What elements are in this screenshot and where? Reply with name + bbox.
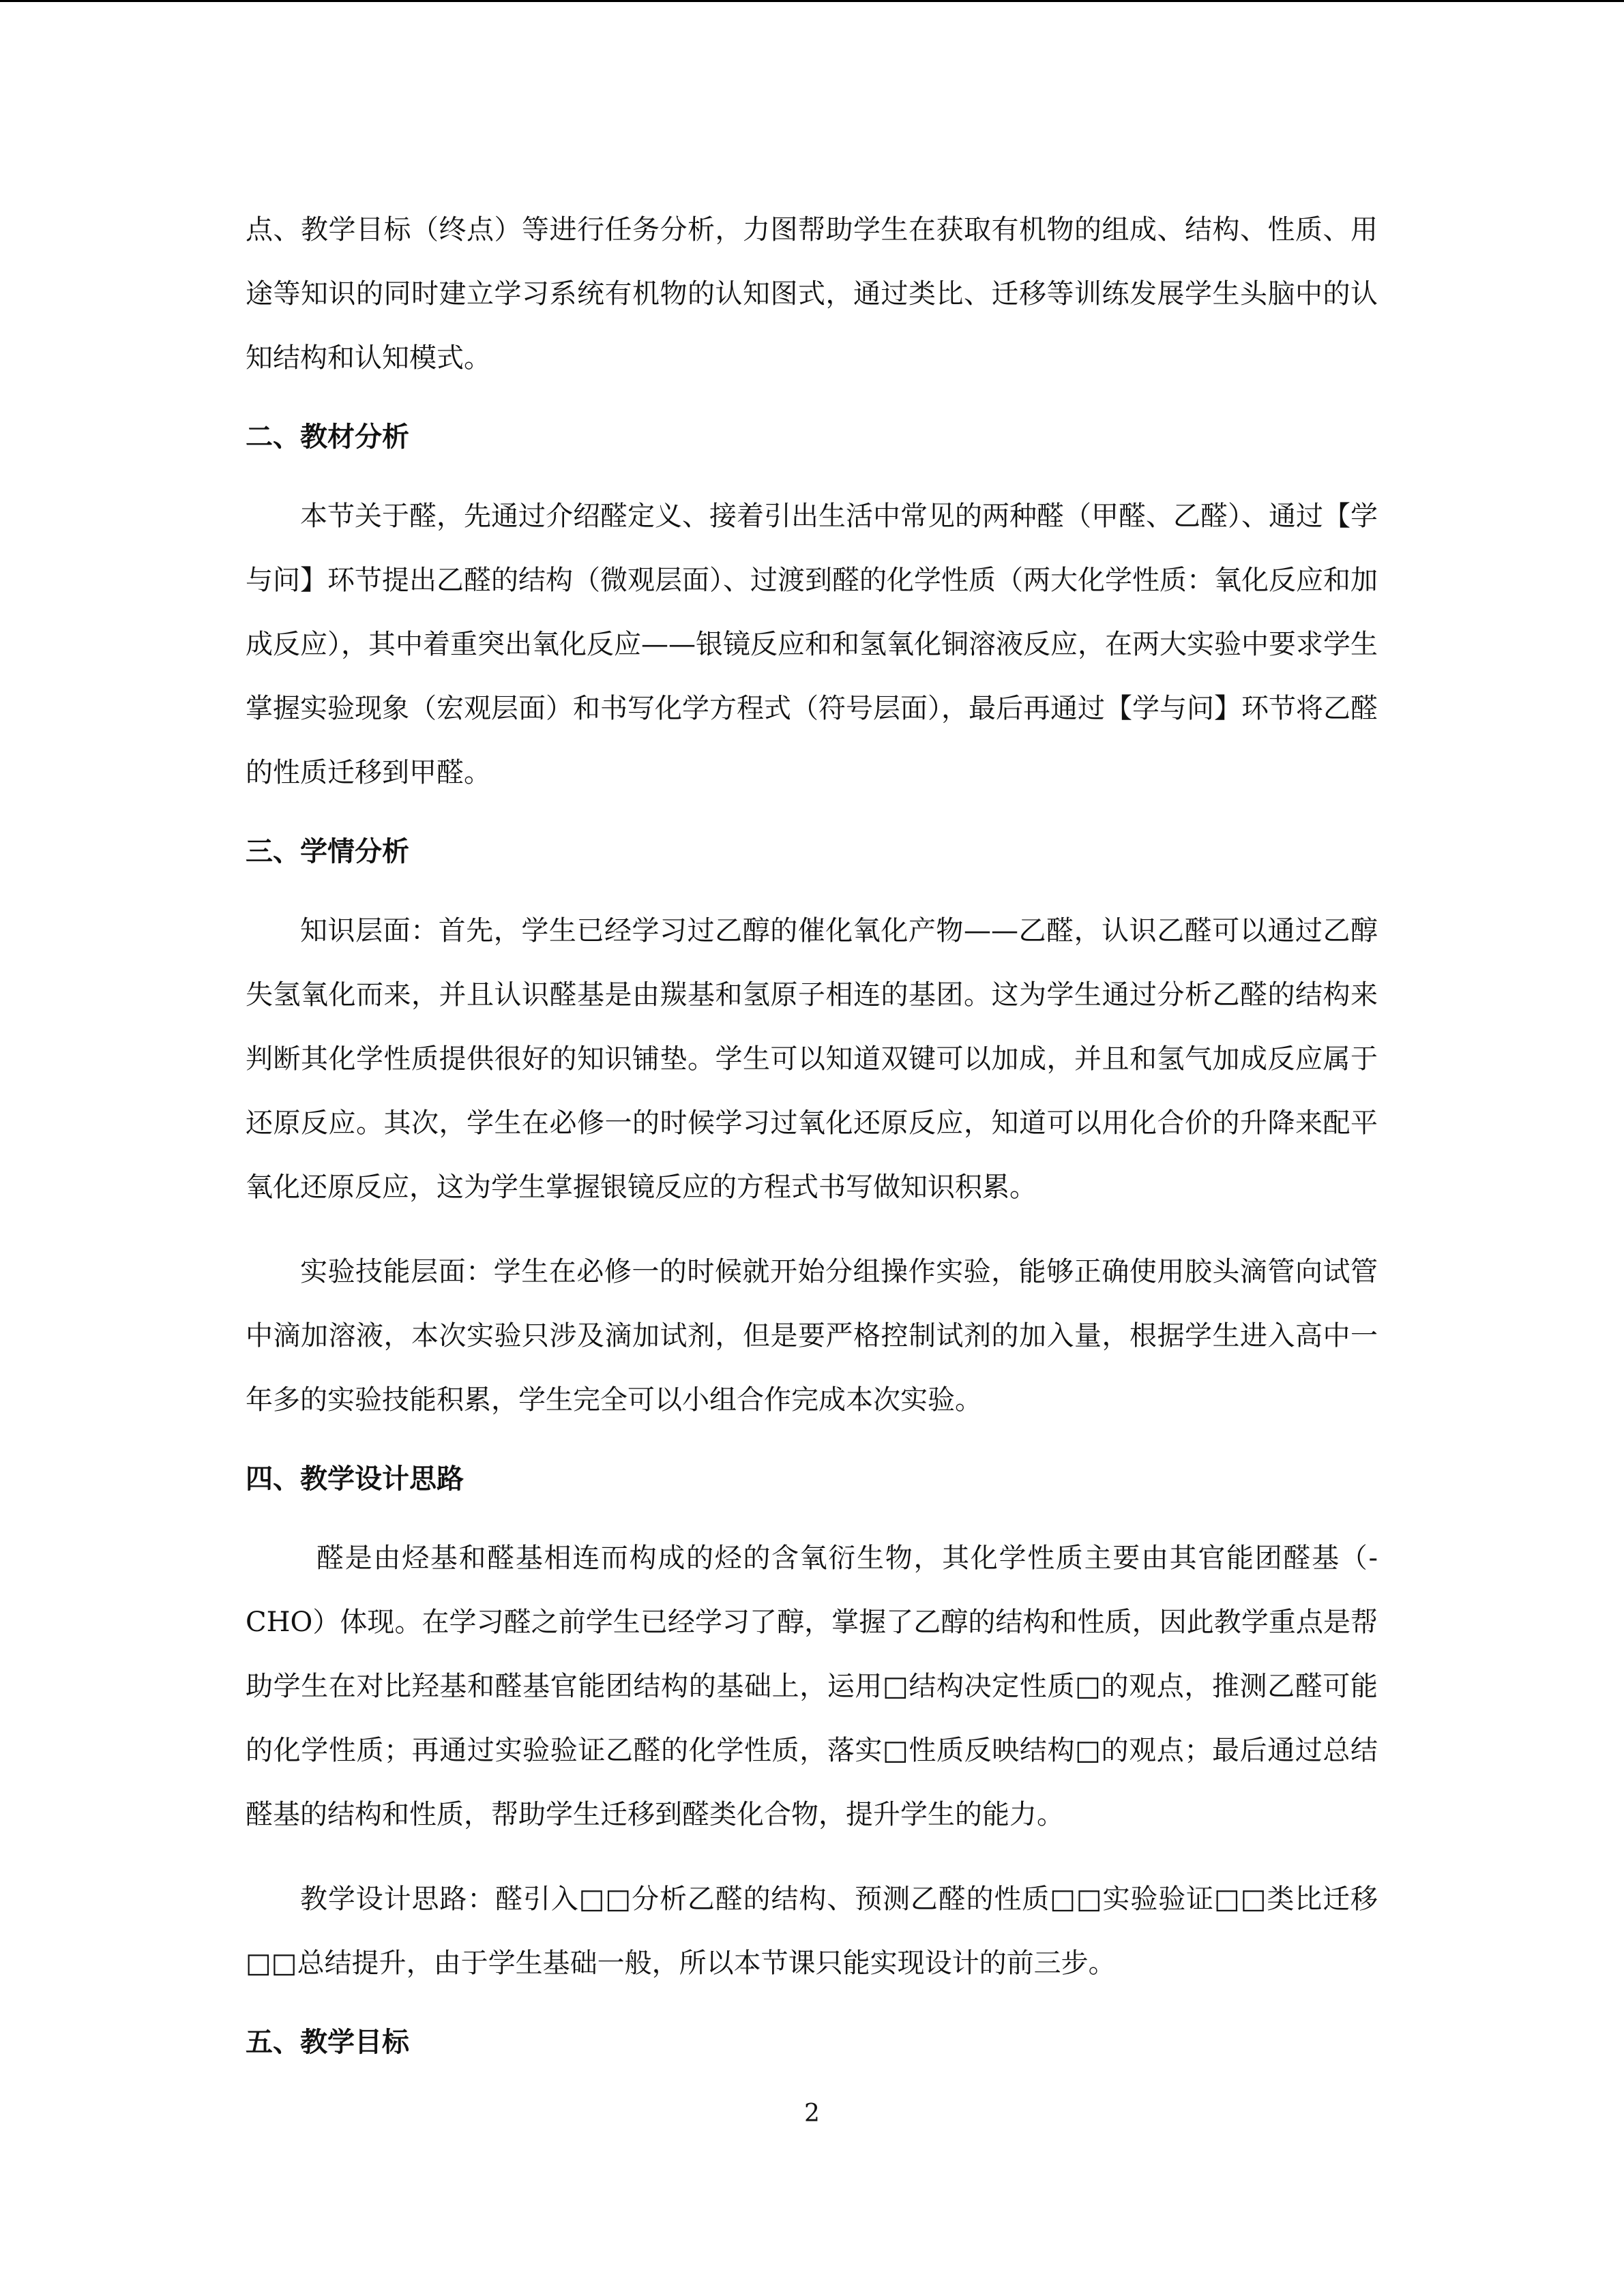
section-heading-learner-analysis: 三、学情分析 bbox=[246, 836, 409, 867]
section-heading-textbook-analysis: 二、教材分析 bbox=[246, 421, 409, 453]
section-heading-design-ideas: 四、教学设计思路 bbox=[246, 1463, 464, 1495]
document-body bbox=[246, 198, 1378, 2074]
intro-paragraph: 点、教学目标（终点）等进行任务分析，力图帮助学生在获取有机物的组成、结构、性质、用途等知识的同时建立学习系统有机物的认知图式，通过类比、迁移等训练发展学生头脑中的认知结构和认知模式。 bbox=[246, 214, 1378, 374]
page-number: 2 bbox=[804, 2100, 820, 2128]
design-ideas-paragraph: 醛是由烃基和醛基相连而构成的烃的含氧衍生物，其化学性质主要由其官能团醛基（-CHO）体现。在学习醛之前学生已经学习了醇，掌握了乙醇的结构和性质，因此教学重点是帮助学生在对比羟基和醛基官能团结构的基础上，运用□结构决定性质□的观点，推测乙醛可能的化学性质；再通过实验验证乙醛的化学性质，落实□性质反映结构□的观点；最后通过总结醛基的结构和性质，帮助学生迁移到醛类化合物，提升学生的能力。 bbox=[246, 1542, 1378, 1830]
experiment-skill-paragraph: 实验技能层面：学生在必修一的时候就开始分组操作实验，能够正确使用胶头滴管向试管中滴加溶液，本次实验只涉及滴加试剂，但是要严格控制试剂的加入量，根据学生进入高中一年多的实验技能积累，学生完全可以小组合作完成本次实验。 bbox=[246, 1256, 1378, 1416]
textbook-analysis-paragraph: 本节关于醛，先通过介绍醛定义、接着引出生活中常见的两种醛（甲醛、乙醛）、通过【学与问】环节提出乙醛的结构（微观层面）、过渡到醛的化学性质（两大化学性质：氧化反应和加成反应），其中着重突出氧化反应——银镜反应和和氢氧化铜溶液反应，在两大实验中要求学生掌握实验现象（宏观层面）和书写化学方程式（符号层面），最后再通过【学与问】环节将乙醛的性质迁移到甲醛。 bbox=[246, 501, 1378, 788]
knowledge-level-paragraph: 知识层面：首先，学生已经学习过乙醇的催化氧化产物——乙醛，认识乙醛可以通过乙醇失氢氧化而来，并且认识醛基是由羰基和氢原子相连的基团。这为学生通过分析乙醛的结构来判断其化学性质提供很好的知识铺垫。学生可以知道双键可以加成，并且和氢气加成反应属于还原反应。其次，学生在必修一的时候学习过氧化还原反应，知道可以用化合价的升降来配平氧化还原反应，这为学生掌握银镜反应的方程式书写做知识积累。 bbox=[246, 915, 1378, 1203]
design-flow-paragraph: 教学设计思路：醛引入□□分析乙醛的结构、预测乙醛的性质□□实验验证□□类比迁移□□总结提升，由于学生基础一般，所以本节课只能实现设计的前三步。 bbox=[246, 1883, 1378, 1979]
top-border-line bbox=[0, 0, 1624, 2]
section-heading-teaching-objectives: 五、教学目标 bbox=[246, 2027, 409, 2058]
